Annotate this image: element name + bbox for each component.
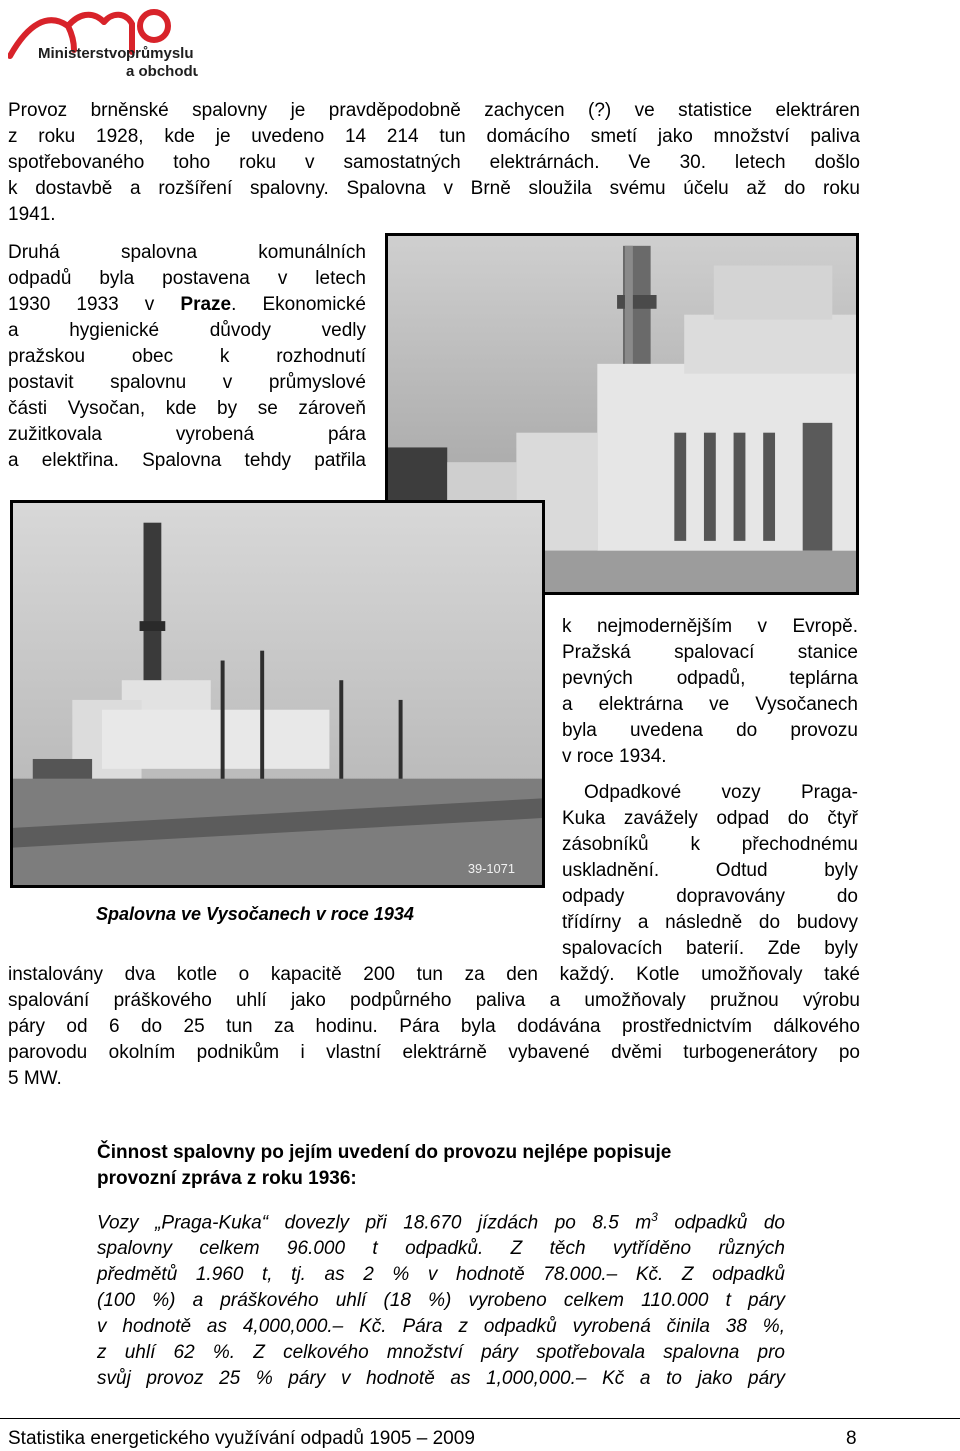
left-line-praze [8,292,366,318]
praze-bold: Praze [180,294,232,315]
intro-line: k dostavbě a rozšíření spalovny. Spalovna v Brně sloužila svému účelu až do roku [8,178,860,199]
body-line: spalování práškového uhlí jako podpůrného paliva a umožňovaly pružnou výrobu [8,990,860,1011]
right-line: a elektrárna ve Vysočanech [562,694,858,715]
intro-line: z roku 1928, kde je uvedeno 14 214 tun domácího smetí jako množství paliva [8,126,860,147]
right-line: třídírny a následně do budovy [562,912,858,933]
right-line: zásobníků k přechodnému [562,834,858,855]
left-line: pražskou obec k rozhodnutí [8,346,366,367]
right-line: v roce 1934. [562,746,667,767]
left-line: části Vysočan, kde by se zároveň [8,398,366,419]
left-line: a hygienické důvody vedly [8,320,366,341]
intro-line: spotřebovaného toho roku v samostatných elektrárnách. Ve 30. letech došlo [8,152,860,173]
right-column-p1 [562,614,858,770]
photo-plant-1934 [10,500,545,888]
right-line: Odpadkové vozy Praga- [584,782,858,803]
right-column-p2 [562,780,858,962]
report-line: svůj provoz 25 % páry v hodnotě as 1,000,000.– Kč a to jako páry [97,1368,785,1390]
photo-negative-number: 39-1071 [467,861,515,877]
left-line: zužitkovala vyrobená pára [8,424,366,445]
intro-paragraph [8,98,860,228]
body-line: 5 MW. [8,1068,62,1089]
left-column-text [8,240,366,474]
report-line-1 [97,1204,785,1236]
left-line-3-tail: . Ekonomické [231,294,366,315]
left-line: odpadů byla postavena v letech [8,268,366,289]
right-line: spalovacích baterií. Zde byly [562,938,858,959]
report-line: (100 %) a práškového uhlí (18 %) vyrobeno celkem 110.000 t páry [97,1290,785,1312]
body-line: instalovány dva kotle o kapacitě 200 tun za den každý. Kotle umožňovaly také [8,964,860,985]
report-heading-line: Činnost spalovny po jejím uvedení do provozu nejlépe popisuje [97,1142,672,1163]
page-number: 8 [846,1428,857,1449]
report-line: v hodnotě as 4,000,000.– Kč. Pára z odpadků vyrobená činila 38 %, [97,1316,785,1338]
footer-divider [0,1418,960,1419]
right-line: Pražská spalovací stanice [562,642,858,663]
cubic-sup: 3 [651,1210,658,1224]
right-line: pevných odpadů, teplárna [562,668,858,689]
right-line: odpady dopravovány do [562,886,858,907]
body-line: páry od 6 do 25 tun za hodinu. Pára byla dodávána prostřednictvím dálkového [8,1016,860,1037]
left-line: postavit spalovnu v průmyslové [8,372,366,393]
body-line: parovodu okolním podnikům i vlastní elektrárně vybavené dvěmi turbogenerátory po [8,1042,860,1063]
intro-line: 1941. [8,204,56,225]
report-quote [97,1204,785,1392]
right-line: k nejmodernějším v Evropě. [562,616,858,637]
photo-caption: Spalovna ve Vysočanech v roce 1934 [96,904,414,924]
report-line: z uhlí 62 %. Z celkového množství páry spotřebovala spalovna pro [97,1342,785,1364]
report-line-1-start: Vozy „Praga-Kuka“ dovezly při 18.670 jízdách po 8.5 m [97,1212,652,1234]
intro-line: Provoz brněnské spalovny je pravděpodobně zachycen (?) ve statistice elektráren [8,100,860,121]
right-line: byla uvedena do provozu [562,720,858,741]
mpo-logo [8,4,198,84]
report-line-1-tail: odpadků do [657,1212,785,1234]
left-line: Druhá spalovna komunálních [8,242,366,263]
logo-line-3: a obchodu [126,63,198,80]
right-line: Kuka zavážely odpad do čtyř [562,808,858,829]
logo-line-2: průmyslu [126,45,194,62]
report-heading [97,1140,797,1192]
report-heading-line: provozní zpráva z roku 1936: [97,1168,357,1189]
left-line: a elektřina. Spalovna tehdy patřila [8,450,366,471]
footer-title: Statistika energetického využívání odpadů 1905 – 2009 [8,1428,475,1449]
logo-line-1: Ministerstvo [38,45,127,62]
report-line: spalovny celkem 96.000 t odpadků. Z těch vytříděno různých [97,1238,785,1260]
report-line: předmětů 1.960 t, tj. as 2 % v hodnotě 78.000.– Kč. Z odpadků [97,1264,785,1286]
body-end-paragraph [8,962,860,1092]
left-line-3-start: 1930 1933 v [8,294,181,315]
right-line: uskladnění. Odtud byly [562,860,858,881]
